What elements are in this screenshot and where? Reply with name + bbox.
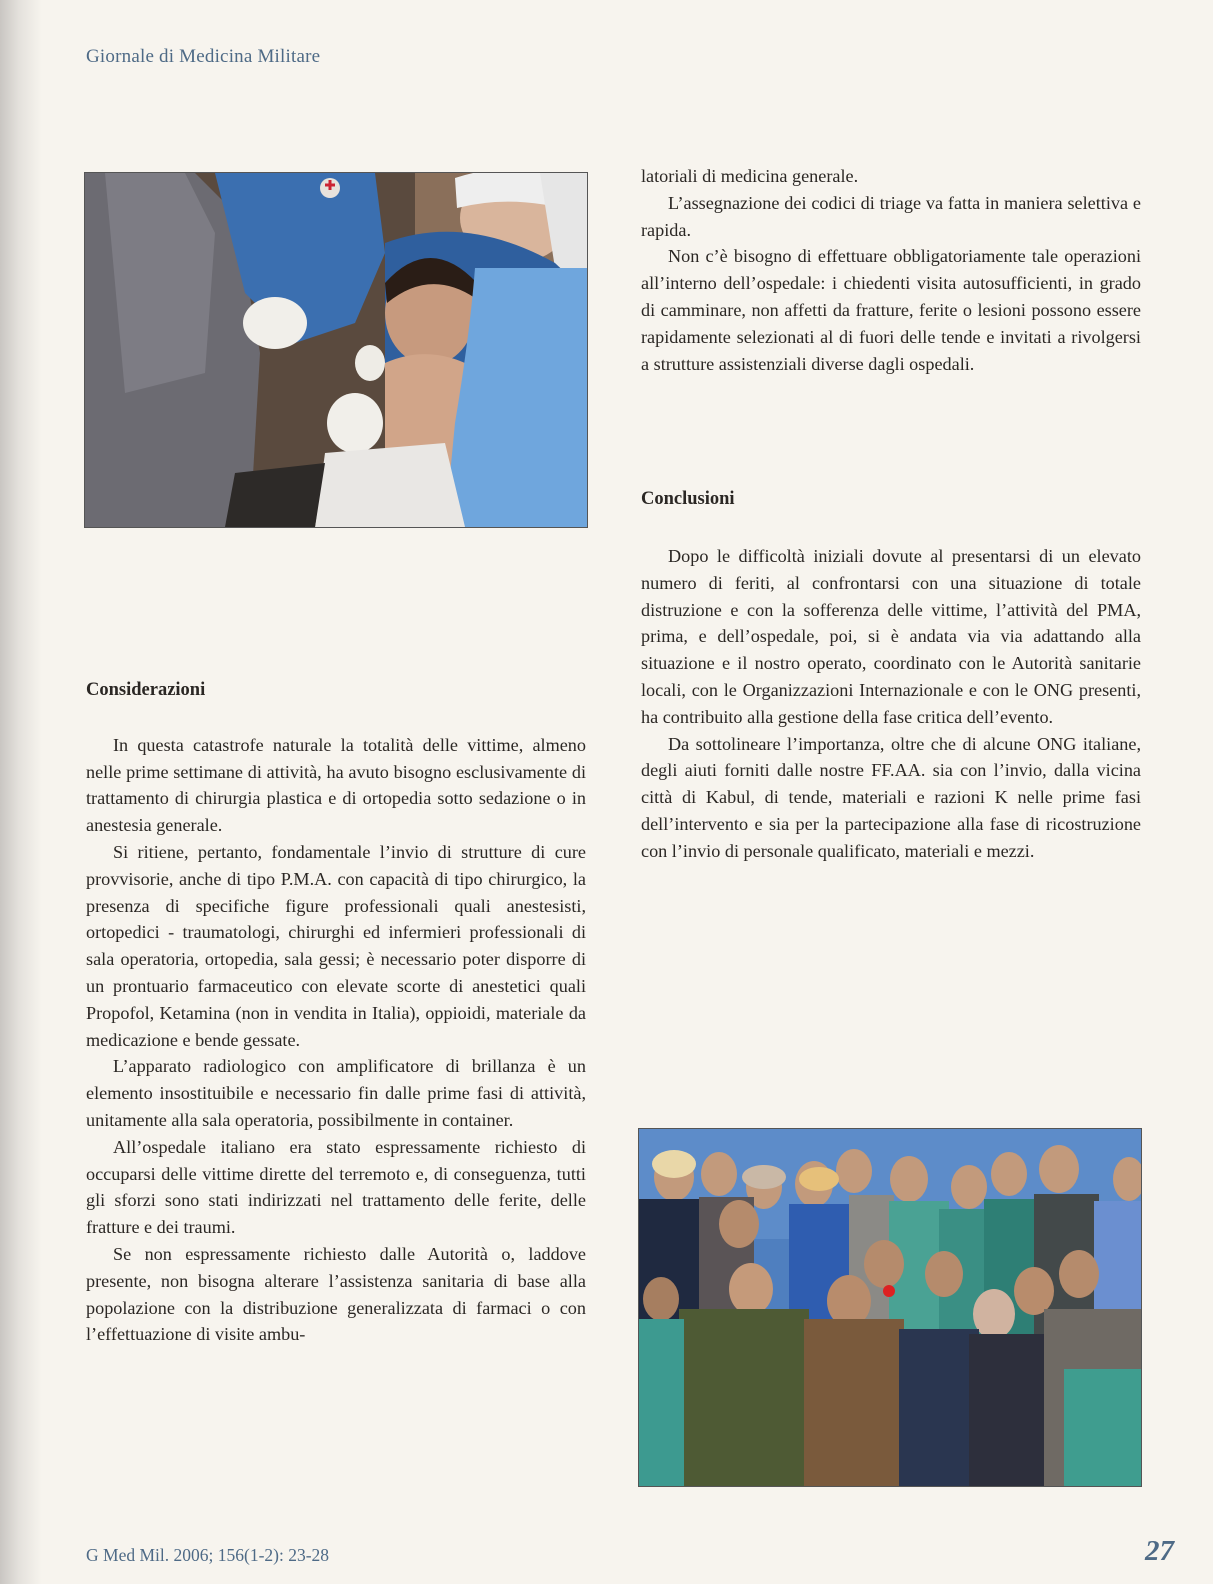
paragraph: Dopo le difficoltà iniziali dovute al presentarsi di un elevato numero di feriti, al confrontarsi con una situazione di totale distruzione e con la sofferenza delle vittime, l’attività del PMA, prima, e dell’ospedale, poi, si è andata via via adattando alla situazione e il nostro operato, coordinato con le Autorità sanitarie locali, con le Organizzazioni Internazionale e con le ONG presenti, ha contribuito alla gestione della fase critica dell’evento.: [641, 546, 1141, 727]
right-column-top: [641, 163, 1141, 377]
heading-considerazioni: Considerazioni: [86, 680, 206, 700]
paragraph: All’ospedale italiano era stato espressamente richiesto di occuparsi delle vittime dirette del terremoto e, di conseguenza, tutti gli sforzi sono stati indirizzati nel trattamento delle ferite, delle fratture e dei traumi.: [86, 1136, 586, 1238]
paragraph: latoriali di medicina generale.: [641, 166, 859, 186]
paragraph: In questa catastrofe naturale la totalità delle vittime, almeno nelle prime settimane di attività, ha avuto bisogno esclusivamente di trattamento di chirurgia plastica e di ortopedia sotto sedazione o in anestesia generale.: [86, 734, 586, 836]
heading-conclusioni: Conclusioni: [641, 489, 735, 509]
page-spine-shadow: [0, 0, 42, 1584]
paragraph: Da sottolineare l’importanza, oltre che di alcune ONG italiane, degli aiuti forniti dalle nostre FF.AA. sia con l’invio, dalla vicina città di Kabul, di tende, materiali e razioni K nelle prime fasi dell’intervento e sia per la partecipazione alla fase di ricostruzione con l’invio di personale qualificato, materiali e mezzi.: [641, 733, 1141, 861]
paragraph: L’apparato radiologico con amplificatore di brillanza è un elemento insostituibile e necessario fin dalle prime fasi di attività, unitamente alla sala operatoria, possibilmente in container.: [86, 1056, 586, 1130]
page-number: 27: [1145, 1535, 1174, 1567]
paragraph: Non c’è bisogno di effettuare obbligatoriamente tale operazioni all’interno dell’ospedale: i chiedenti visita autosufficienti, in grado di camminare, non affetti da fratture, ferite o lesioni possono essere rapidamente selezionati al di fuori delle tende e invitati a rivolgersi a strutture assistenziali diverse dagli ospedali.: [641, 246, 1141, 374]
photo-child-treatment-image: [85, 173, 587, 527]
photo-medical-team-group: [638, 1128, 1142, 1487]
paragraph: Si ritiene, pertanto, fondamentale l’invio di strutture di cure provvisorie, anche di tipo P.M.A. con capacità di tipo chirurgico, la presenza di specifiche figure professionali quali anestesisti, ortopedici - traumatologi, chirurghi ed infermieri professionali di sala operatoria, ortopedia, sala gessi; è necessario poter disporre di un prontuario farmaceutico con elevate scorte di anestetici quali Propofol, Ketamina (non in vendita in Italia), oppioidi, materiale da medicazione e bende gessate.: [86, 841, 586, 1050]
paragraph: Se non espressamente richiesto dalle Autorità o, laddove presente, non bisogna alterare l’assistenza sanitaria di base alla popolazione con la distribuzione generalizzata di farmaci o con l’effettuazione di visite ambu-: [86, 1243, 586, 1345]
paragraph: L’assegnazione dei codici di triage va fatta in maniera selettiva e rapida.: [641, 192, 1141, 240]
running-head: Giornale di Medicina Militare: [86, 46, 321, 67]
left-column: [86, 677, 586, 1348]
footer-reference: G Med Mil. 2006; 156(1-2): 23-28: [86, 1545, 330, 1565]
photo-medical-team-group-image: [639, 1129, 1141, 1486]
photo-child-treatment: [84, 172, 588, 528]
conclusioni-body: [641, 543, 1141, 865]
